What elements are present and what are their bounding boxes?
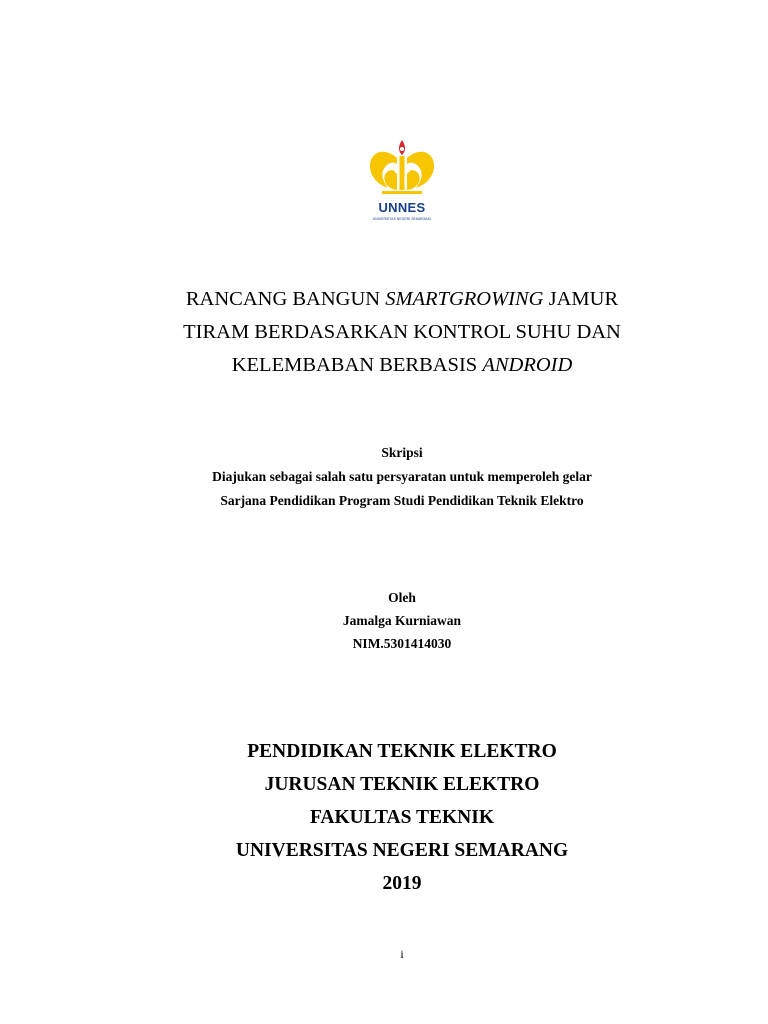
department-name: JURUSAN TEKNIK ELEKTRO: [264, 774, 540, 795]
by-label: Oleh: [388, 590, 416, 605]
title-italic-android: ANDROID: [482, 354, 573, 376]
title-line-1: RANCANG BANGUN SMARTGROWING JAMUR: [185, 288, 619, 310]
author-block: [100, 586, 704, 655]
logo-subline: UNIVERSITAS NEGERI SEMARANG: [372, 217, 432, 221]
program-name: PENDIDIKAN TEKNIK ELEKTRO: [247, 741, 557, 762]
document-type: Skripsi: [381, 445, 423, 460]
thesis-title: [100, 283, 704, 382]
purpose-line-2: Sarjana Pendidikan Program Studi Pendidikan Teknik Elektro: [220, 493, 584, 508]
document-purpose: [100, 441, 704, 513]
title-line-3: KELEMBABAN BERBASIS ANDROID: [231, 354, 573, 376]
institution-block: [100, 735, 704, 900]
logo-wordmark: UNNES: [378, 200, 426, 215]
university-logo: [360, 134, 444, 230]
university-name: UNIVERSITAS NEGERI SEMARANG: [235, 840, 569, 861]
page-number: i: [400, 947, 404, 961]
author-name: Jamalga Kurniawan: [342, 613, 462, 628]
purpose-line-1: Diajukan sebagai salah satu persyaratan untuk memperoleh gelar: [212, 469, 592, 484]
faculty-name: FAKULTAS TEKNIK: [309, 807, 495, 828]
title-line-2: TIRAM BERDASARKAN KONTROL SUHU DAN: [183, 321, 621, 343]
year: 2019: [382, 873, 422, 894]
title-italic-smartgrowing: SMARTGROWING: [385, 288, 544, 310]
student-id: NIM.5301414030: [352, 636, 452, 651]
unnes-emblem-icon: [360, 134, 444, 200]
